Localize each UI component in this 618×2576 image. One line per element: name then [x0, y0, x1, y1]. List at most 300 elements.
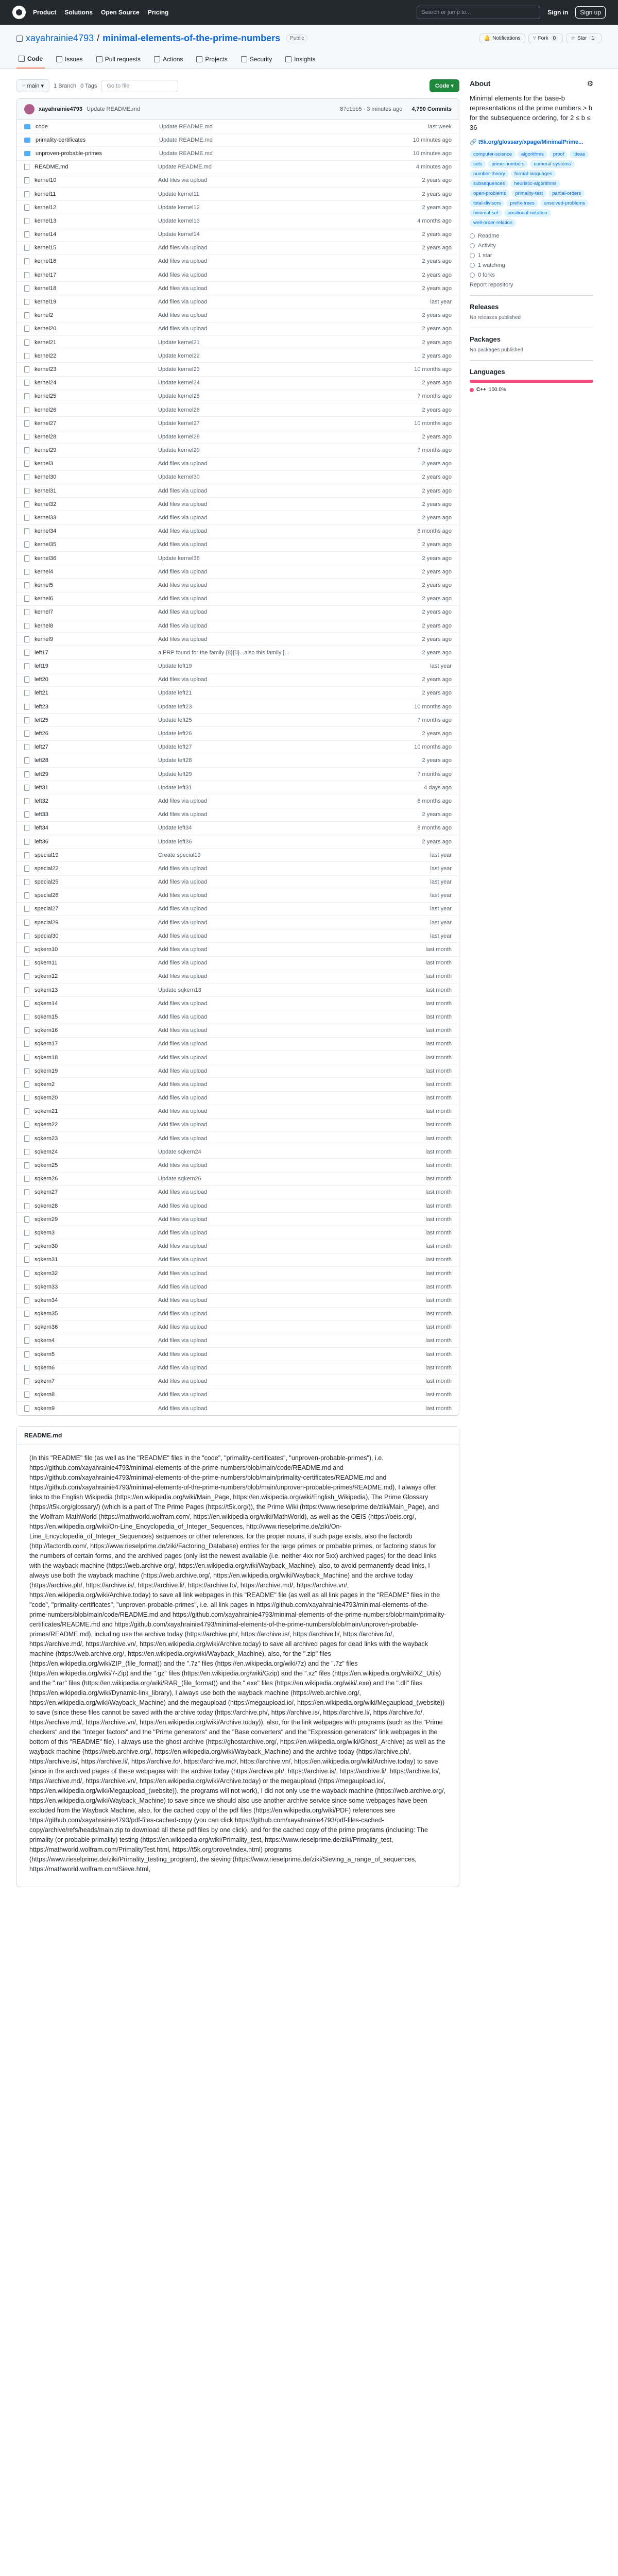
file-name-link[interactable]: kernel16 [35, 258, 57, 265]
file-commit-message[interactable]: Add files via upload [158, 609, 208, 616]
table-row[interactable] [17, 579, 459, 592]
table-row[interactable] [17, 120, 459, 133]
file-commit-message[interactable]: Add files via upload [158, 1041, 208, 1047]
file-name-link[interactable]: kernel23 [35, 366, 57, 372]
file-name-link[interactable]: sqkern22 [35, 1122, 58, 1128]
table-row[interactable] [17, 188, 459, 201]
file-commit-message[interactable]: Update kernel28 [158, 433, 200, 440]
file-commit-message[interactable]: Update kernel27 [158, 420, 200, 427]
file-commit-message[interactable]: Add files via upload [158, 1324, 208, 1331]
file-commit-message[interactable]: Add files via upload [158, 299, 208, 306]
table-row[interactable] [17, 903, 459, 916]
table-row[interactable] [17, 1402, 459, 1415]
file-name-link[interactable]: sqkern20 [35, 1095, 58, 1101]
file-commit-message[interactable]: Add files via upload [158, 596, 208, 602]
file-commit-message[interactable]: Add files via upload [158, 919, 208, 926]
file-commit-message[interactable]: Add files via upload [158, 636, 208, 642]
file-commit-message[interactable]: Add files via upload [158, 272, 208, 278]
file-commit-message[interactable]: Add files via upload [158, 906, 208, 912]
table-row[interactable] [17, 781, 459, 794]
file-commit-message[interactable]: Add files via upload [158, 1108, 208, 1115]
avatar[interactable] [24, 104, 35, 114]
repo-name-link[interactable]: minimal-elements-of-the-prime-numbers [102, 33, 281, 43]
file-name-link[interactable]: kernel30 [35, 474, 57, 481]
table-row[interactable] [17, 970, 459, 984]
file-name-link[interactable]: sqkern6 [35, 1364, 55, 1371]
file-commit-message[interactable]: Add files via upload [158, 541, 208, 548]
table-row[interactable] [17, 876, 459, 889]
table-row[interactable] [17, 1024, 459, 1038]
file-name-link[interactable]: kernel9 [35, 636, 54, 642]
file-name-link[interactable]: left17 [35, 649, 48, 656]
file-commit-message[interactable]: Add files via upload [158, 312, 208, 319]
file-name-link[interactable]: kernel17 [35, 272, 57, 278]
file-name-link[interactable]: kernel32 [35, 501, 57, 507]
file-commit-message[interactable]: Update left34 [158, 825, 192, 832]
file-name-link[interactable]: kernel15 [35, 245, 57, 251]
topic-tag[interactable]: computer-science [470, 150, 516, 158]
commit-author[interactable]: xayahrainie4793 [39, 106, 83, 112]
table-row[interactable] [17, 943, 459, 956]
table-row[interactable] [17, 1334, 459, 1348]
file-name-link[interactable]: special25 [35, 879, 59, 886]
file-commit-message[interactable]: Add files via upload [158, 528, 208, 535]
file-name-link[interactable]: sqkern26 [35, 1176, 58, 1182]
file-name-link[interactable]: sqkern27 [35, 1189, 58, 1196]
topic-tag[interactable]: positional-notation [504, 209, 551, 217]
table-row[interactable] [17, 660, 459, 673]
go-to-file-input[interactable]: Go to file [101, 80, 178, 92]
file-name-link[interactable]: primality-certificates [36, 137, 86, 143]
tab-code[interactable] [16, 51, 45, 69]
file-commit-message[interactable]: Update left26 [158, 731, 192, 737]
file-name-link[interactable]: kernel7 [35, 609, 54, 616]
table-row[interactable] [17, 1092, 459, 1105]
file-name-link[interactable]: sqkern4 [35, 1337, 55, 1344]
file-commit-message[interactable]: Add files via upload [158, 501, 208, 507]
report-link[interactable]: Report repository [470, 282, 513, 288]
file-commit-message[interactable]: Add files via upload [158, 1229, 208, 1236]
table-row[interactable] [17, 565, 459, 579]
language-item[interactable] [470, 387, 593, 393]
table-row[interactable] [17, 957, 459, 970]
table-row[interactable] [17, 700, 459, 714]
table-row[interactable] [17, 1038, 459, 1051]
repo-owner-link[interactable]: xayahrainie4793 [26, 33, 94, 43]
file-commit-message[interactable]: Add files via upload [158, 487, 208, 494]
table-row[interactable] [17, 282, 459, 295]
table-row[interactable] [17, 1051, 459, 1064]
table-row[interactable] [17, 538, 459, 552]
table-row[interactable] [17, 862, 459, 875]
file-commit-message[interactable]: Create special19 [158, 852, 201, 858]
file-commit-message[interactable]: Add files via upload [158, 1297, 208, 1303]
table-row[interactable] [17, 498, 459, 511]
table-row[interactable] [17, 471, 459, 484]
table-row[interactable] [17, 1294, 459, 1307]
table-row[interactable] [17, 808, 459, 822]
file-commit-message[interactable]: Add files via upload [158, 1000, 208, 1007]
file-commit-message[interactable]: Add files via upload [158, 258, 208, 265]
table-row[interactable] [17, 1308, 459, 1321]
file-commit-message[interactable]: Add files via upload [158, 1337, 208, 1344]
file-commit-message[interactable]: Update README.md [159, 150, 213, 157]
table-row[interactable] [17, 147, 459, 160]
topic-tag[interactable]: sets [470, 160, 486, 168]
file-name-link[interactable]: sqkern35 [35, 1311, 58, 1317]
file-commit-message[interactable]: Add files via upload [158, 676, 208, 683]
table-row[interactable] [17, 1388, 459, 1402]
table-row[interactable] [17, 525, 459, 538]
file-commit-message[interactable]: Update kernel12 [158, 204, 200, 211]
file-commit-message[interactable]: Add files via upload [158, 1027, 208, 1034]
table-row[interactable] [17, 255, 459, 268]
file-name-link[interactable]: sqkern29 [35, 1216, 58, 1223]
file-commit-message[interactable]: Update kernel23 [158, 366, 200, 372]
topic-tag[interactable]: number-theory [470, 170, 509, 178]
file-commit-message[interactable]: Add files via upload [158, 1243, 208, 1250]
file-commit-message[interactable]: Update kernel36 [158, 555, 200, 562]
file-name-link[interactable]: README.md [35, 164, 68, 171]
topic-tag[interactable]: heuristic-algorithms [510, 180, 560, 188]
gear-icon[interactable]: ⚙ [587, 79, 593, 88]
file-name-link[interactable]: kernel19 [35, 299, 57, 306]
file-commit-message[interactable]: Add files via upload [158, 1135, 208, 1142]
file-name-link[interactable]: unproven-probable-primes [36, 150, 102, 157]
file-commit-message[interactable]: Add files via upload [158, 1216, 208, 1223]
file-name-link[interactable]: sqkern30 [35, 1243, 58, 1250]
table-row[interactable] [17, 768, 459, 781]
file-commit-message[interactable]: Update left28 [158, 757, 192, 764]
topic-tag[interactable]: numeral-systems [530, 160, 574, 168]
readme-link[interactable] [470, 233, 593, 239]
commits-link[interactable]: 4,790 Commits [411, 106, 452, 112]
file-commit-message[interactable]: Update kernel13 [158, 217, 200, 224]
table-row[interactable] [17, 161, 459, 174]
file-name-link[interactable]: sqkern19 [35, 1067, 58, 1074]
watchers-link[interactable] [470, 262, 593, 268]
file-name-link[interactable]: sqkern24 [35, 1148, 58, 1155]
file-name-link[interactable]: kernel2 [35, 312, 54, 319]
file-commit-message[interactable]: Update README.md [158, 164, 212, 171]
table-row[interactable] [17, 1321, 459, 1334]
file-name-link[interactable]: kernel4 [35, 568, 54, 575]
file-name-link[interactable]: kernel18 [35, 285, 57, 292]
file-commit-message[interactable]: Update sqkern24 [158, 1148, 201, 1155]
tab-issues[interactable] [54, 51, 85, 69]
file-commit-message[interactable]: Add files via upload [158, 892, 208, 899]
nav-open-source[interactable]: Open Source [101, 9, 140, 16]
table-row[interactable] [17, 457, 459, 471]
topic-tag[interactable]: open-problems [470, 190, 509, 197]
homepage-link[interactable] [470, 139, 593, 145]
table-row[interactable] [17, 201, 459, 214]
file-name-link[interactable]: kernel10 [35, 177, 57, 184]
table-row[interactable] [17, 1118, 459, 1132]
file-commit-message[interactable]: Add files via upload [158, 1189, 208, 1196]
table-row[interactable] [17, 1132, 459, 1145]
file-commit-message[interactable]: Update left19 [158, 663, 192, 670]
table-row[interactable] [17, 929, 459, 943]
table-row[interactable] [17, 295, 459, 309]
file-name-link[interactable]: kernel36 [35, 555, 57, 562]
topic-tag[interactable]: formal-languages [511, 170, 556, 178]
file-name-link[interactable]: sqkern21 [35, 1108, 58, 1115]
file-commit-message[interactable]: Add files via upload [158, 1013, 208, 1020]
file-commit-message[interactable]: Add files via upload [158, 960, 208, 967]
file-name-link[interactable]: kernel11 [35, 191, 56, 197]
file-name-link[interactable]: kernel28 [35, 433, 57, 440]
table-row[interactable] [17, 673, 459, 687]
sign-in-link[interactable]: Sign in [547, 9, 569, 16]
table-row[interactable] [17, 133, 459, 147]
file-name-link[interactable]: sqkern18 [35, 1054, 58, 1061]
topic-tag[interactable]: ideas [570, 150, 589, 158]
file-name-link[interactable]: sqkern8 [35, 1392, 55, 1398]
table-row[interactable] [17, 687, 459, 700]
table-row[interactable] [17, 1078, 459, 1091]
table-row[interactable] [17, 430, 459, 444]
file-commit-message[interactable]: Update kernel14 [158, 231, 200, 238]
file-name-link[interactable]: sqkern15 [35, 1013, 58, 1020]
table-row[interactable] [17, 484, 459, 498]
file-name-link[interactable]: sqkern5 [35, 1351, 55, 1358]
file-commit-message[interactable]: Update left21 [158, 690, 192, 697]
notifications-button[interactable] [479, 33, 525, 43]
topic-tag[interactable]: partial-orders [548, 190, 585, 197]
file-commit-message[interactable]: Add files via upload [158, 1351, 208, 1358]
file-commit-message[interactable]: Update kernel29 [158, 447, 200, 454]
file-name-link[interactable]: left19 [35, 663, 48, 670]
file-name-link[interactable]: left33 [35, 811, 48, 818]
table-row[interactable] [17, 214, 459, 228]
table-row[interactable] [17, 606, 459, 619]
file-name-link[interactable]: sqkern7 [35, 1378, 55, 1385]
packages-title[interactable]: Packages [470, 335, 501, 343]
file-name-link[interactable]: kernel34 [35, 528, 57, 535]
table-row[interactable] [17, 741, 459, 754]
github-logo-icon[interactable] [12, 6, 26, 19]
file-commit-message[interactable]: Add files via upload [158, 1095, 208, 1101]
file-name-link[interactable]: left23 [35, 703, 48, 710]
table-row[interactable] [17, 1361, 459, 1375]
file-name-link[interactable]: left20 [35, 676, 48, 683]
tab-insights[interactable] [283, 51, 317, 69]
file-name-link[interactable]: left29 [35, 771, 48, 777]
file-name-link[interactable]: kernel14 [35, 231, 57, 238]
file-commit-message[interactable]: Add files via upload [158, 461, 208, 467]
topic-tag[interactable]: algorithms [518, 150, 547, 158]
file-name-link[interactable]: kernel31 [35, 487, 57, 494]
table-row[interactable] [17, 592, 459, 606]
table-row[interactable] [17, 417, 459, 430]
table-row[interactable] [17, 174, 459, 188]
file-commit-message[interactable]: Add files via upload [158, 973, 208, 980]
file-commit-message[interactable]: Add files via upload [158, 582, 208, 588]
table-row[interactable] [17, 714, 459, 727]
file-name-link[interactable]: special29 [35, 919, 59, 926]
file-name-link[interactable]: kernel3 [35, 461, 54, 467]
file-name-link[interactable]: kernel33 [35, 515, 57, 521]
file-name-link[interactable]: kernel20 [35, 326, 57, 332]
file-commit-message[interactable]: Add files via upload [158, 1162, 208, 1169]
file-name-link[interactable]: sqkern16 [35, 1027, 58, 1034]
file-commit-message[interactable]: Add files via upload [158, 1257, 208, 1263]
table-row[interactable] [17, 1213, 459, 1226]
file-name-link[interactable]: sqkern17 [35, 1041, 58, 1047]
file-name-link[interactable]: sqkern28 [35, 1202, 58, 1209]
file-name-link[interactable]: left28 [35, 757, 48, 764]
table-row[interactable] [17, 1375, 459, 1388]
file-commit-message[interactable]: Add files via upload [158, 1392, 208, 1398]
table-row[interactable] [17, 511, 459, 524]
table-row[interactable] [17, 822, 459, 835]
file-commit-message[interactable]: Add files via upload [158, 865, 208, 872]
file-name-link[interactable]: kernel5 [35, 582, 54, 588]
topic-tag[interactable]: prefix-trees [506, 199, 538, 207]
file-name-link[interactable]: sqkern3 [35, 1229, 55, 1236]
tab-pull-requests[interactable] [94, 51, 143, 69]
table-row[interactable] [17, 1173, 459, 1186]
table-row[interactable] [17, 1159, 459, 1172]
table-row[interactable] [17, 754, 459, 768]
commit-message[interactable]: Update README.md [87, 106, 140, 112]
topic-tag[interactable]: unsolved-problems [540, 199, 589, 207]
table-row[interactable] [17, 377, 459, 390]
file-name-link[interactable]: kernel25 [35, 393, 57, 400]
file-commit-message[interactable]: Update README.md [159, 123, 213, 130]
table-row[interactable] [17, 1267, 459, 1280]
file-commit-message[interactable]: Add files via upload [158, 515, 208, 521]
table-row[interactable] [17, 403, 459, 417]
file-name-link[interactable]: kernel8 [35, 622, 54, 629]
file-commit-message[interactable]: Add files via upload [158, 1081, 208, 1088]
file-name-link[interactable]: sqkern34 [35, 1297, 58, 1303]
topic-tag[interactable]: primality-test [511, 190, 546, 197]
table-row[interactable] [17, 1240, 459, 1253]
file-commit-message[interactable]: Update kernel25 [158, 393, 200, 400]
table-row[interactable] [17, 794, 459, 808]
table-row[interactable] [17, 552, 459, 565]
file-commit-message[interactable]: Update kernel22 [158, 352, 200, 359]
file-name-link[interactable]: sqkern14 [35, 1000, 58, 1007]
file-commit-message[interactable]: Update sqkern13 [158, 987, 201, 993]
file-name-link[interactable]: sqkern25 [35, 1162, 58, 1169]
table-row[interactable] [17, 444, 459, 457]
table-row[interactable] [17, 1253, 459, 1267]
file-commit-message[interactable]: Add files via upload [158, 1067, 208, 1074]
nav-pricing[interactable]: Pricing [147, 9, 169, 16]
file-commit-message[interactable]: Add files via upload [158, 1054, 208, 1061]
file-name-link[interactable]: kernel26 [35, 406, 57, 413]
file-commit-message[interactable]: Add files via upload [158, 946, 208, 953]
file-commit-message[interactable]: Update left27 [158, 744, 192, 751]
table-row[interactable] [17, 268, 459, 282]
file-name-link[interactable]: sqkern23 [35, 1135, 58, 1142]
file-commit-message[interactable]: Add files via upload [158, 245, 208, 251]
file-commit-message[interactable]: Add files via upload [158, 798, 208, 804]
table-row[interactable] [17, 633, 459, 646]
topic-tag[interactable]: minimal-set [470, 209, 502, 217]
table-row[interactable] [17, 1348, 459, 1361]
table-row[interactable] [17, 363, 459, 376]
file-name-link[interactable]: kernel12 [35, 204, 57, 211]
nav-product[interactable]: Product [33, 9, 57, 16]
file-commit-message[interactable]: Add files via upload [158, 879, 208, 886]
file-commit-message[interactable]: Update kernel26 [158, 406, 200, 413]
file-name-link[interactable]: kernel13 [35, 217, 57, 224]
file-name-link[interactable]: kernel6 [35, 596, 54, 602]
search-input[interactable]: Search or jump to... [417, 6, 540, 19]
file-commit-message[interactable]: Update README.md [159, 137, 213, 143]
table-row[interactable] [17, 349, 459, 363]
file-name-link[interactable]: sqkern32 [35, 1270, 58, 1277]
file-name-link[interactable]: sqkern10 [35, 946, 58, 953]
file-commit-message[interactable]: Update left31 [158, 784, 192, 791]
topic-tag[interactable]: total-divisors [470, 199, 504, 207]
file-name-link[interactable]: kernel21 [35, 339, 57, 346]
file-commit-message[interactable]: Add files via upload [158, 1311, 208, 1317]
file-name-link[interactable]: sqkern31 [35, 1257, 58, 1263]
file-commit-message[interactable]: Add files via upload [158, 1378, 208, 1385]
file-commit-message[interactable]: Update kernel30 [158, 474, 200, 481]
file-name-link[interactable]: left34 [35, 825, 48, 832]
table-row[interactable] [17, 336, 459, 349]
file-commit-message[interactable]: Add files via upload [158, 1122, 208, 1128]
file-commit-message[interactable]: Add files via upload [158, 568, 208, 575]
file-commit-message[interactable]: Add files via upload [158, 622, 208, 629]
file-commit-message[interactable]: a PRP found for the family {8}{0}...also this family [... [158, 649, 289, 656]
tab-actions[interactable] [152, 51, 185, 69]
file-commit-message[interactable]: Add files via upload [158, 326, 208, 332]
file-name-link[interactable]: sqkern2 [35, 1081, 55, 1088]
table-row[interactable] [17, 984, 459, 997]
code-button[interactable]: Code ▾ [430, 79, 459, 92]
table-row[interactable] [17, 1064, 459, 1078]
file-name-link[interactable]: special30 [35, 933, 59, 939]
file-name-link[interactable]: sqkern33 [35, 1283, 58, 1290]
file-name-link[interactable]: special27 [35, 906, 59, 912]
file-name-link[interactable]: left21 [35, 690, 48, 697]
file-commit-message[interactable]: Update kernel24 [158, 380, 200, 386]
topic-tag[interactable]: subsequences [470, 180, 508, 188]
file-commit-message[interactable]: Add files via upload [158, 177, 208, 184]
branch-select[interactable]: ⑂ main ▾ [16, 79, 49, 92]
file-name-link[interactable]: special22 [35, 865, 59, 872]
table-row[interactable] [17, 849, 459, 862]
file-commit-message[interactable]: Update kernel21 [158, 339, 200, 346]
table-row[interactable] [17, 997, 459, 1010]
file-name-link[interactable]: left36 [35, 838, 48, 845]
tab-projects[interactable] [194, 51, 229, 69]
file-commit-message[interactable]: Add files via upload [158, 811, 208, 818]
file-commit-message[interactable]: Update kernel11 [158, 191, 199, 197]
fork-button[interactable] [528, 33, 563, 43]
topic-tag[interactable]: proof [550, 150, 568, 158]
file-commit-message[interactable]: Add files via upload [158, 933, 208, 939]
table-row[interactable] [17, 889, 459, 903]
tags-link[interactable]: 0 Tags [80, 82, 97, 89]
file-commit-message[interactable]: Add files via upload [158, 285, 208, 292]
file-name-link[interactable]: sqkern13 [35, 987, 58, 993]
topic-tag[interactable]: prime-numbers [488, 160, 528, 168]
file-commit-message[interactable]: Update left29 [158, 771, 192, 777]
table-row[interactable] [17, 309, 459, 323]
file-name-link[interactable]: kernel35 [35, 541, 57, 548]
releases-title[interactable]: Releases [470, 303, 499, 311]
file-commit-message[interactable]: Add files via upload [158, 1270, 208, 1277]
table-row[interactable] [17, 646, 459, 659]
